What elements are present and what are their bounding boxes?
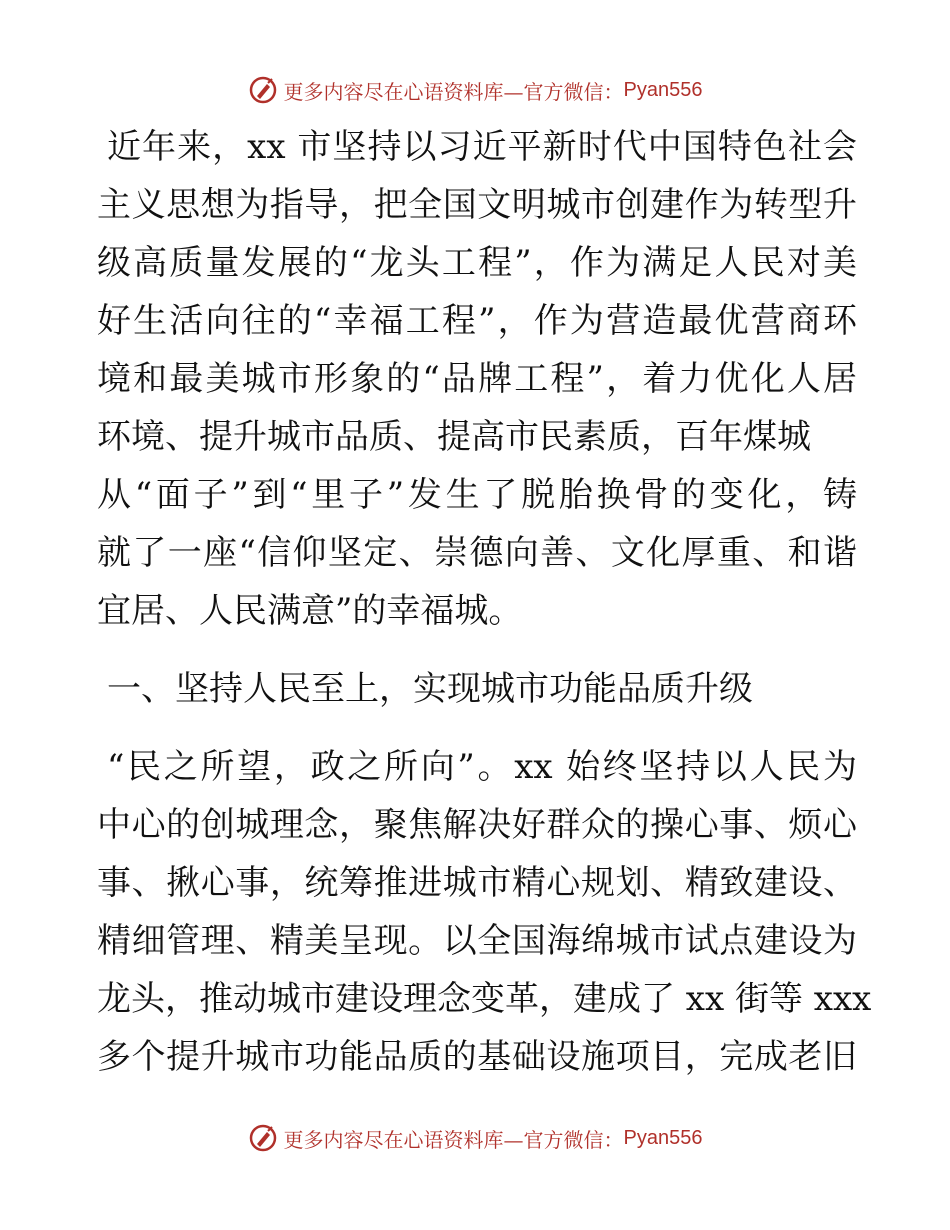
paragraph-line: “民之所望，政之所向”。xx 始终坚持以人民为 [107,747,857,787]
paragraph-line: 多个提升城市功能品质的基础设施项目，完成老旧 [97,1037,857,1077]
banner-wechat-id: Pyan556 [623,78,703,101]
pen-logo-icon [248,75,278,105]
banner-text: 更多内容尽在心语资料库—官方微信： [283,1127,624,1152]
banner-wechat-id: Pyan556 [623,1126,703,1149]
paragraph-line: 级高质量发展的“龙头工程”，作为满足人民对美 [97,243,857,283]
paragraph-line: 事、揪心事，统筹推进城市精心规划、精致建设、 [97,863,857,903]
header-watermark-banner [0,70,950,110]
paragraph-line: 主义思想为指导，把全国文明城市创建作为转型升 [97,185,857,225]
paragraph-line: 环境、提升城市品质、提高市民素质，百年煤城 [97,417,811,457]
section-heading: 一、坚持人民至上，实现城市功能品质升级 [107,669,753,709]
paragraph-line: 精细管理、精美呈现。以全国海绵城市试点建设为 [97,921,857,961]
paragraph-line: 近年来，xx 市坚持以习近平新时代中国特色社会 [107,127,857,167]
paragraph-line: 就了一座“信仰坚定、崇德向善、文化厚重、和谐 [97,533,857,573]
footer-watermark-banner [0,1118,950,1158]
paragraph-line: 从“面子”到“里子”发生了脱胎换骨的变化，铸 [97,475,857,515]
paragraph-line: 境和最美城市形象的“品牌工程”，着力优化人居 [97,359,857,399]
document-body [97,118,872,1086]
pen-logo-icon [248,1123,278,1153]
paragraph-line: 宜居、人民满意”的幸福城。 [97,591,523,631]
paragraph-line: 龙头，推动城市建设理念变革，建成了 xx 街等 xxx [97,979,872,1019]
paragraph-line: 中心的创城理念，聚焦解决好群众的操心事、烦心 [97,805,857,845]
paragraph-line: 好生活向往的“幸福工程”，作为营造最优营商环 [97,301,857,341]
banner-text: 更多内容尽在心语资料库—官方微信： [283,79,624,104]
